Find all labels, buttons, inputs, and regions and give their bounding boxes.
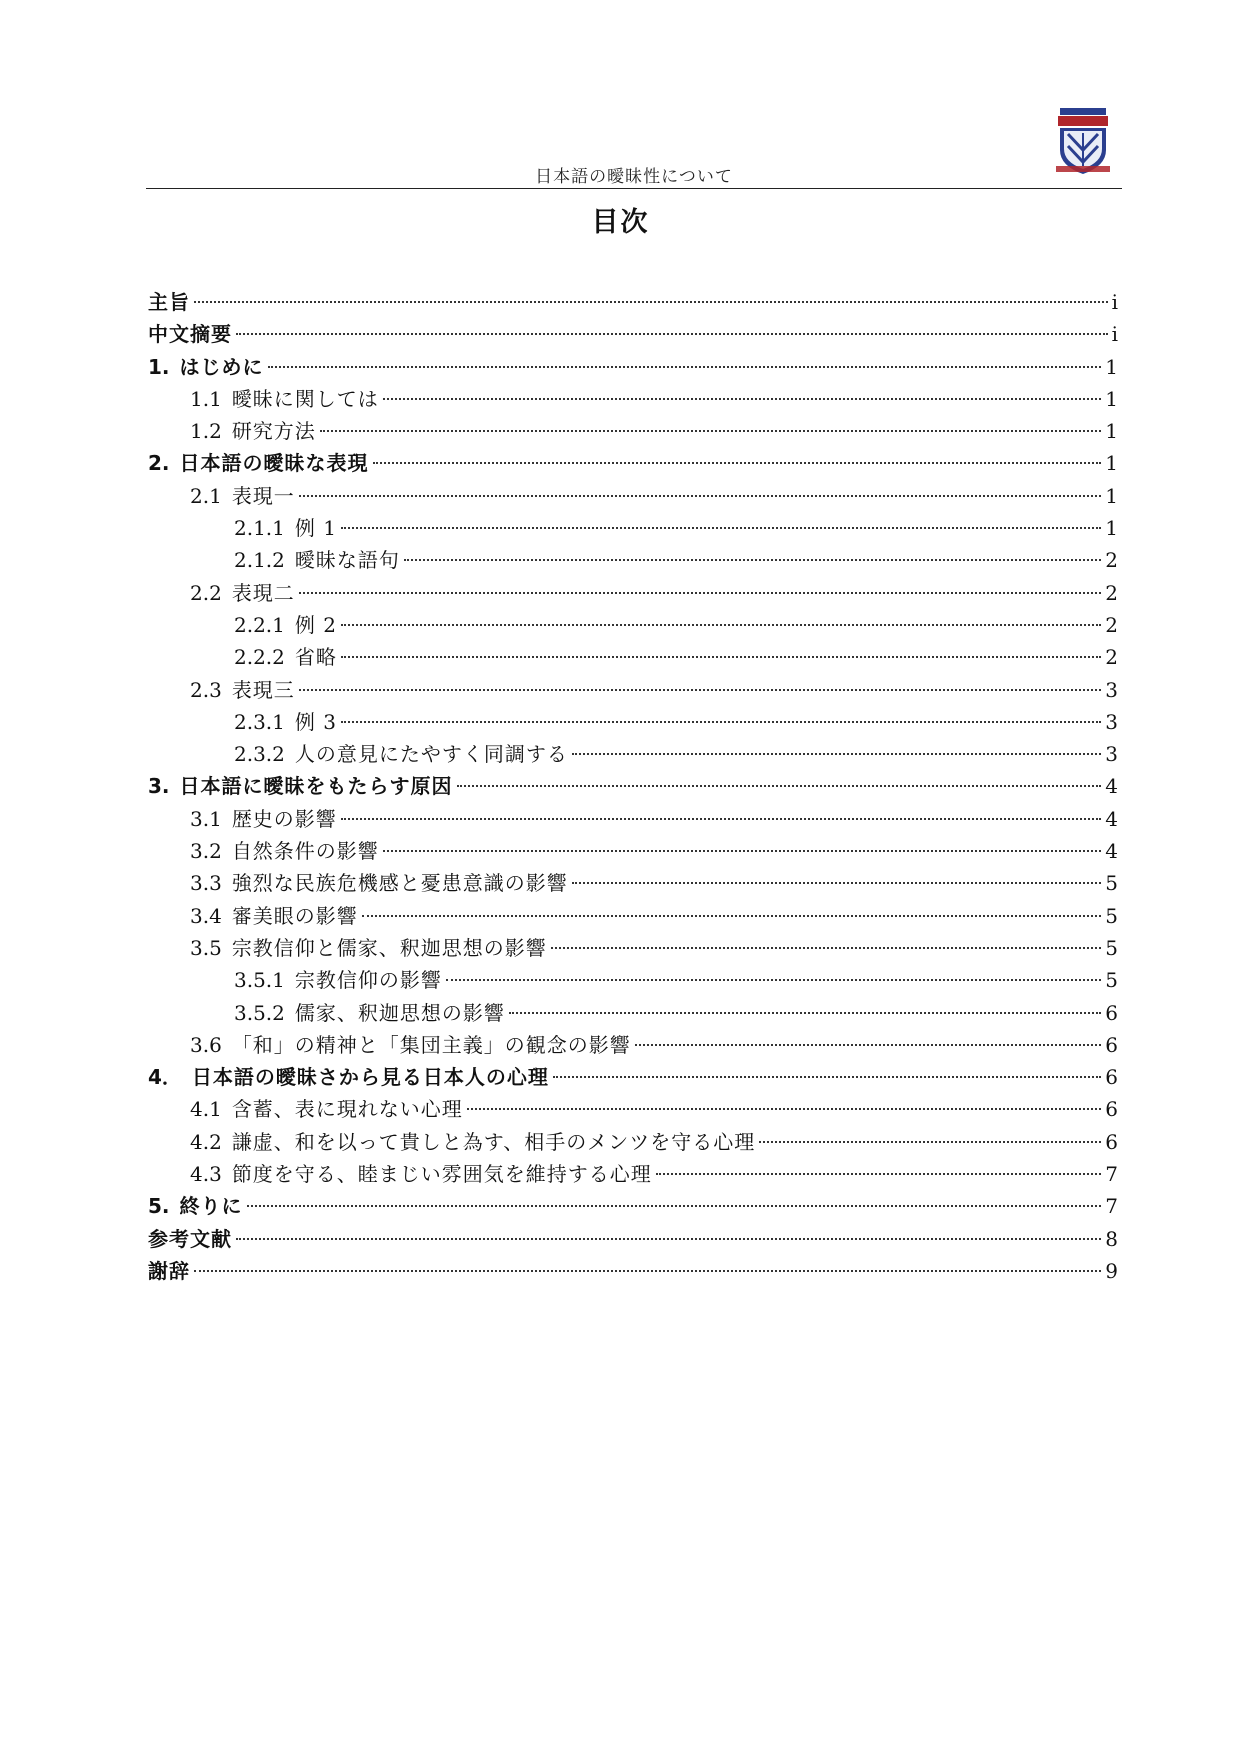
toc-entry-label [148, 770, 453, 802]
toc-entry-text: 節度を守る、睦まじい雰囲気を維持する心理 [231, 1162, 652, 1187]
toc-entry-label [234, 964, 442, 996]
toc-page-number: 1 [1105, 516, 1118, 541]
toc-entry[interactable] [148, 867, 1118, 899]
toc-page-number: 5 [1105, 935, 1118, 960]
toc-entry-label [190, 900, 358, 932]
toc-entry-label [148, 286, 190, 318]
toc-page-number: 2 [1105, 548, 1118, 573]
toc-entry-label [234, 738, 568, 770]
toc-page-number: 3 [1105, 677, 1118, 702]
toc-entry-label [234, 706, 337, 738]
toc-entry-label [234, 512, 337, 544]
toc-entry-text: 宗教信仰と儒家、釈迦思想の影響 [231, 935, 547, 960]
toc-entry-number: 3.4 [190, 903, 222, 928]
toc-entry-label [190, 383, 379, 415]
toc-dot-leader [551, 947, 1101, 949]
toc-dot-leader [341, 624, 1101, 626]
toc-entry[interactable] [148, 1255, 1118, 1287]
toc-entry[interactable] [148, 577, 1118, 609]
toc-entry-label [190, 867, 568, 899]
toc-entry-number: 2.3 [190, 677, 222, 702]
toc-dot-leader [320, 430, 1101, 432]
toc-entry-label [148, 1190, 243, 1222]
toc-entry-label [190, 803, 337, 835]
toc-dot-leader [341, 818, 1101, 820]
toc-dot-leader [268, 366, 1102, 368]
toc-entry-number: 2.2.2 [234, 645, 285, 670]
toc-entry[interactable] [148, 900, 1118, 932]
toc-entry-text: 日本語の曖昧な表現 [179, 451, 369, 476]
toc-entry-text: 歴史の影響 [231, 806, 337, 831]
toc-page-number: 1 [1105, 354, 1118, 379]
toc-entry-number: 2.1.1 [234, 516, 285, 541]
toc-entry[interactable] [148, 351, 1118, 383]
toc-entry-label [148, 447, 369, 479]
toc-entry-number: 3.1 [190, 806, 222, 831]
toc-dot-leader [457, 785, 1102, 787]
page-header [146, 100, 1122, 190]
toc-entry-number: 2.3.2 [234, 742, 285, 767]
toc-page-number: 4 [1105, 806, 1118, 831]
toc-page-number: 6 [1105, 1000, 1118, 1025]
toc-dot-leader [341, 656, 1101, 658]
toc-entry-label [148, 1255, 190, 1287]
toc-entry-text: 宗教信仰の影響 [294, 968, 442, 993]
toc-entry-label [190, 674, 295, 706]
toc-entry[interactable] [148, 674, 1118, 706]
toc-entry[interactable] [148, 1093, 1118, 1125]
toc-dot-leader [299, 689, 1101, 691]
toc-entry-label [190, 1093, 463, 1125]
toc-entry[interactable] [148, 932, 1118, 964]
toc-page-number: 6 [1105, 1097, 1118, 1122]
toc-dot-leader [341, 721, 1101, 723]
toc-dot-leader [236, 333, 1108, 335]
toc-page-number: 7 [1105, 1162, 1118, 1187]
toc-entry-number: 3.5.2 [234, 1000, 285, 1025]
toc-dot-leader [383, 398, 1101, 400]
table-of-contents [148, 286, 1118, 1287]
toc-entry-text: 中文摘要 [148, 322, 232, 347]
toc-entry-label [190, 415, 316, 447]
toc-dot-leader [759, 1141, 1101, 1143]
toc-entry-number: 2.1 [190, 483, 222, 508]
toc-entry-text: 省略 [294, 645, 337, 670]
toc-entry-label [234, 544, 400, 576]
toc-dot-leader [247, 1205, 1102, 1207]
toc-entry[interactable] [148, 1190, 1118, 1222]
toc-dot-leader [509, 1012, 1101, 1014]
toc-entry[interactable] [148, 706, 1118, 738]
toc-entry-text: 日本語に曖昧をもたらす原因 [179, 774, 453, 799]
toc-entry-label [148, 318, 232, 350]
toc-entry[interactable] [148, 738, 1118, 770]
toc-entry-label [190, 577, 295, 609]
toc-entry-text: 主旨 [148, 290, 190, 314]
toc-entry-text: 日本語の曖昧さから見る日本人の心理 [191, 1065, 549, 1090]
toc-entry[interactable] [148, 1126, 1118, 1158]
toc-entry[interactable] [148, 835, 1118, 867]
toc-page-number: 6 [1105, 1129, 1118, 1154]
toc-entry[interactable] [148, 997, 1118, 1029]
toc-entry-number: 1. [148, 354, 170, 379]
toc-dot-leader [404, 559, 1101, 561]
toc-dot-leader [194, 301, 1108, 303]
toc-entry-number: 2.2.1 [234, 612, 285, 637]
running-header-title: 日本語の曖昧性について [535, 167, 733, 187]
toc-entry-label [190, 480, 295, 512]
toc-dot-leader [572, 882, 1101, 884]
toc-entry-text: 人の意見にたやすく同調する [294, 742, 568, 767]
toc-entry[interactable] [148, 286, 1118, 318]
toc-entry-label [190, 1158, 652, 1190]
toc-entry-text: はじめに [179, 354, 264, 379]
toc-entry-number: 1.1 [190, 386, 222, 411]
toc-page-number: i [1111, 290, 1118, 314]
toc-entry-text: 「和」の精神と「集団主義」の観念の影響 [231, 1032, 631, 1057]
toc-entry-label [234, 997, 505, 1029]
toc-dot-leader [373, 462, 1102, 464]
toc-entry[interactable] [148, 1061, 1118, 1093]
toc-page-number: 2 [1105, 612, 1118, 637]
toc-entry-label [148, 1223, 232, 1255]
toc-entry[interactable] [148, 803, 1118, 835]
toc-dot-leader [341, 527, 1101, 529]
toc-dot-leader [553, 1076, 1101, 1078]
toc-entry-number: 4.1 [190, 1097, 222, 1122]
toc-entry-text: 例 2 [294, 612, 337, 637]
toc-page-number: 3 [1105, 709, 1118, 734]
toc-entry-label [148, 1061, 549, 1093]
toc-entry-text: 表現二 [231, 580, 295, 605]
toc-page-number: 1 [1105, 451, 1118, 476]
toc-dot-leader [656, 1173, 1101, 1175]
toc-entry[interactable] [148, 1158, 1118, 1190]
toc-entry-text: 儒家、釈迦思想の影響 [294, 1000, 505, 1025]
toc-page-number: 6 [1105, 1065, 1118, 1090]
toc-page-number: 1 [1105, 419, 1118, 444]
toc-page-number: 1 [1105, 386, 1118, 411]
toc-entry-number: 1.2 [190, 419, 222, 444]
toc-entry-text: 例 1 [294, 516, 337, 541]
toc-page-number: 2 [1105, 580, 1118, 605]
toc-entry-label [148, 351, 264, 383]
toc-page-number: 5 [1105, 903, 1118, 928]
toc-entry-number: 5. [148, 1194, 170, 1219]
toc-dot-leader [635, 1044, 1101, 1046]
toc-page-number: 8 [1105, 1226, 1118, 1251]
toc-dot-leader [467, 1108, 1101, 1110]
toc-entry[interactable] [148, 544, 1118, 576]
toc-entry-text: 表現三 [231, 677, 295, 702]
toc-dot-leader [383, 850, 1101, 852]
toc-entry[interactable] [148, 318, 1118, 350]
toc-entry-number: 3. [148, 774, 170, 799]
toc-entry-label [190, 932, 547, 964]
toc-page-number: i [1111, 322, 1118, 347]
toc-entry-text: 謙虚、和を以って貴しと為す、相手のメンツを守る心理 [231, 1129, 756, 1154]
toc-entry-text: 曖昧な語句 [294, 548, 400, 573]
toc-entry[interactable] [148, 964, 1118, 996]
toc-entry-label [234, 641, 337, 673]
toc-entry-text: 曖昧に関しては [231, 386, 379, 411]
toc-page-number: 1 [1105, 483, 1118, 508]
toc-page-number: 2 [1105, 645, 1118, 670]
toc-entry-number: 2.3.1 [234, 709, 285, 734]
toc-entry[interactable] [148, 415, 1118, 447]
toc-entry[interactable] [148, 1223, 1118, 1255]
toc-page-number: 6 [1105, 1032, 1118, 1057]
toc-dot-leader [362, 915, 1101, 917]
toc-entry[interactable] [148, 1029, 1118, 1061]
toc-entry-text: 例 3 [294, 709, 337, 734]
toc-dot-leader [446, 979, 1101, 981]
toc-entry-text: 含蓄、表に現れない心理 [231, 1097, 463, 1122]
toc-dot-leader [194, 1270, 1101, 1272]
toc-entry-text: 自然条件の影響 [231, 839, 379, 864]
toc-entry-label [190, 1126, 755, 1158]
toc-entry-number: 4.2 [190, 1129, 222, 1154]
toc-entry-text: 審美眼の影響 [231, 903, 358, 928]
toc-entry-number: 2.1.2 [234, 548, 285, 573]
toc-entry-text: 謝辞 [148, 1258, 190, 1283]
toc-entry-number: 4． [148, 1065, 182, 1090]
toc-page-number: 4 [1105, 839, 1118, 864]
toc-entry-text: 表現一 [231, 483, 295, 508]
toc-entry-number: 2. [148, 451, 170, 476]
toc-entry[interactable] [148, 383, 1118, 415]
toc-page-number: 3 [1105, 742, 1118, 767]
toc-entry[interactable] [148, 512, 1118, 544]
toc-entry[interactable] [148, 770, 1118, 802]
toc-entry-number: 3.2 [190, 839, 222, 864]
toc-entry[interactable] [148, 447, 1118, 479]
toc-dot-leader [299, 592, 1101, 594]
toc-entry-number: 2.2 [190, 580, 222, 605]
toc-page-number: 5 [1105, 968, 1118, 993]
toc-entry-number: 3.6 [190, 1032, 222, 1057]
toc-entry-label [190, 835, 379, 867]
toc-entry-number: 4.3 [190, 1162, 222, 1187]
toc-entry-number: 3.5 [190, 935, 222, 960]
toc-entry-text: 研究方法 [231, 419, 316, 444]
header-divider [146, 188, 1122, 189]
toc-page-number: 7 [1105, 1194, 1118, 1219]
toc-dot-leader [572, 753, 1101, 755]
toc-page-number: 9 [1105, 1258, 1118, 1283]
toc-page-number: 4 [1105, 774, 1118, 799]
toc-dot-leader [236, 1238, 1101, 1240]
toc-entry[interactable] [148, 480, 1118, 512]
toc-entry-text: 参考文献 [148, 1226, 232, 1251]
toc-entry[interactable] [148, 641, 1118, 673]
toc-dot-leader [299, 495, 1101, 497]
toc-entry-text: 終りに [179, 1194, 243, 1219]
toc-page-number: 5 [1105, 871, 1118, 896]
toc-entry-label [190, 1029, 631, 1061]
toc-entry-number: 3.3 [190, 871, 222, 896]
toc-title: 目次 [591, 207, 650, 238]
toc-entry-number: 3.5.1 [234, 968, 285, 993]
toc-entry[interactable] [148, 609, 1118, 641]
toc-entry-text: 強烈な民族危機感と憂患意識の影響 [231, 871, 568, 896]
toc-entry-label [234, 609, 337, 641]
